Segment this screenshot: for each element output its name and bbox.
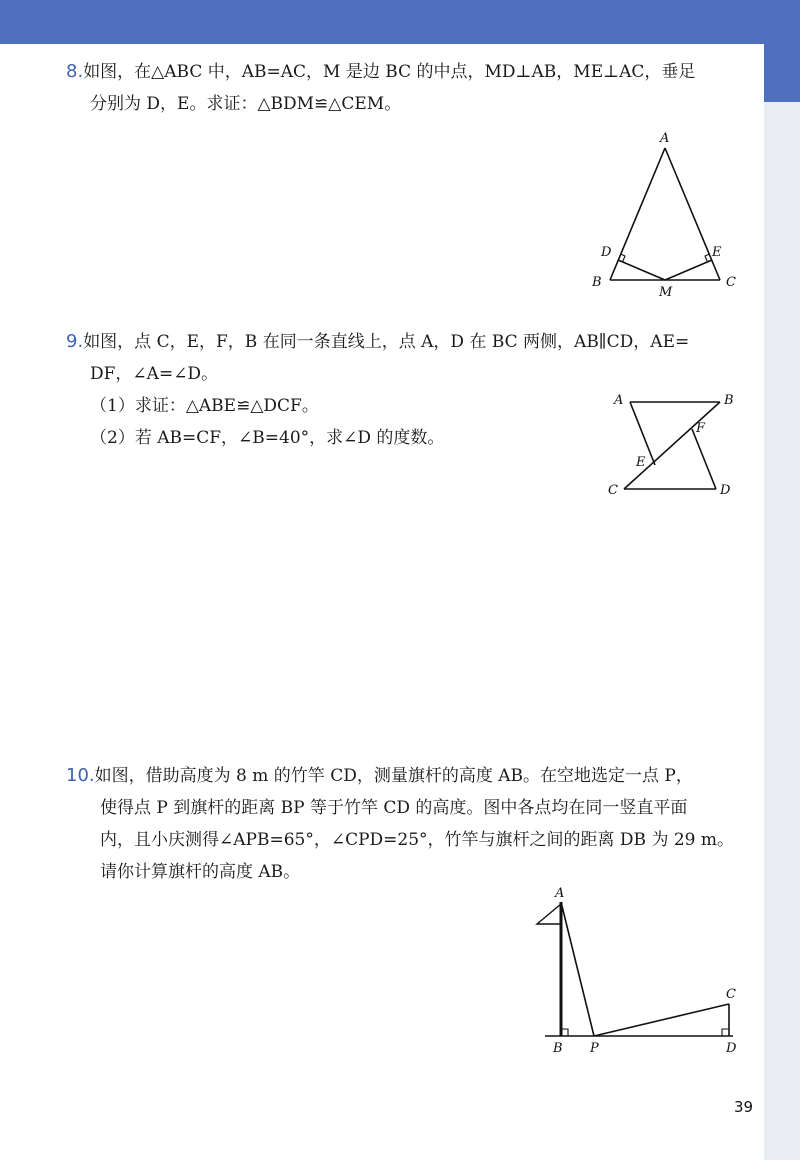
label-m: M [659, 285, 673, 300]
label-p: P [590, 1041, 599, 1056]
question-10-number: 10. [66, 765, 95, 786]
label-b: B [553, 1041, 563, 1056]
question-8-number: 8. [66, 61, 84, 82]
label-c: C [608, 483, 618, 498]
question-10 [66, 760, 734, 888]
question-8-line-2: 分别为 D，E。求证：△BDM≌△CEM。 [90, 94, 402, 114]
question-9-number: 9. [66, 331, 84, 352]
segment-fd [692, 429, 716, 489]
label-c: C [726, 275, 736, 290]
label-c: C [726, 987, 736, 1002]
right-angle-d [722, 1029, 729, 1036]
figure-q9-parallel [600, 388, 750, 508]
segment-me [665, 260, 712, 280]
segment-ap [561, 902, 594, 1036]
label-f: F [696, 421, 706, 436]
question-10-line-3: 内，且小庆测得∠APB=65°，∠CPD=25°，竹竿与旗杆之间的距离 DB 为 29 m。 [100, 830, 735, 850]
label-a: A [660, 131, 670, 146]
question-8 [66, 56, 695, 120]
label-b: B [592, 275, 602, 290]
flag [537, 904, 561, 924]
segment-md [618, 260, 665, 280]
page-number: 39 [734, 1098, 754, 1116]
label-d: D [720, 483, 731, 498]
question-9 [66, 326, 689, 454]
label-e: E [712, 245, 722, 260]
figure-q8-triangle [580, 128, 750, 303]
question-9-line-1: 9.如图，点 C，E，F，B 在同一条直线上，点 A，D 在 BC 两侧，AB∥CD，AE= [66, 331, 690, 352]
question-10-line-2: 使得点 P 到旗杆的距离 BP 等于竹竿 CD 的高度。图中各点均在同一竖直平面 [100, 798, 688, 818]
question-9-part-2: （2）若 AB=CF，∠B=40°，求∠D 的度数。 [90, 428, 445, 448]
page-edge-accent [764, 40, 800, 102]
label-a: A [555, 886, 565, 901]
question-8-line-1: 8.如图，在△ABC 中，AB=AC，M 是边 BC 的中点，MD⊥AB，ME⊥AC，垂足 [66, 61, 696, 82]
label-d: D [601, 245, 612, 260]
segment-pc [594, 1004, 729, 1036]
question-9-part-1: （1）求证：△ABE≌△DCF。 [90, 396, 319, 416]
segment-bc [624, 402, 720, 489]
question-9-line-2: DF，∠A=∠D。 [90, 364, 219, 384]
page-edge-band [764, 40, 800, 1160]
label-d: D [726, 1041, 737, 1056]
header-band [0, 0, 800, 44]
question-10-line-1: 10.如图，借助高度为 8 m 的竹竿 CD，测量旗杆的高度 AB。在空地选定一点 P， [66, 765, 693, 786]
label-a: A [614, 393, 624, 408]
figure-q10-flagpole [525, 880, 755, 1060]
label-b: B [724, 393, 734, 408]
question-10-line-4: 请你计算旗杆的高度 AB。 [100, 862, 301, 882]
label-e: E [636, 455, 646, 470]
